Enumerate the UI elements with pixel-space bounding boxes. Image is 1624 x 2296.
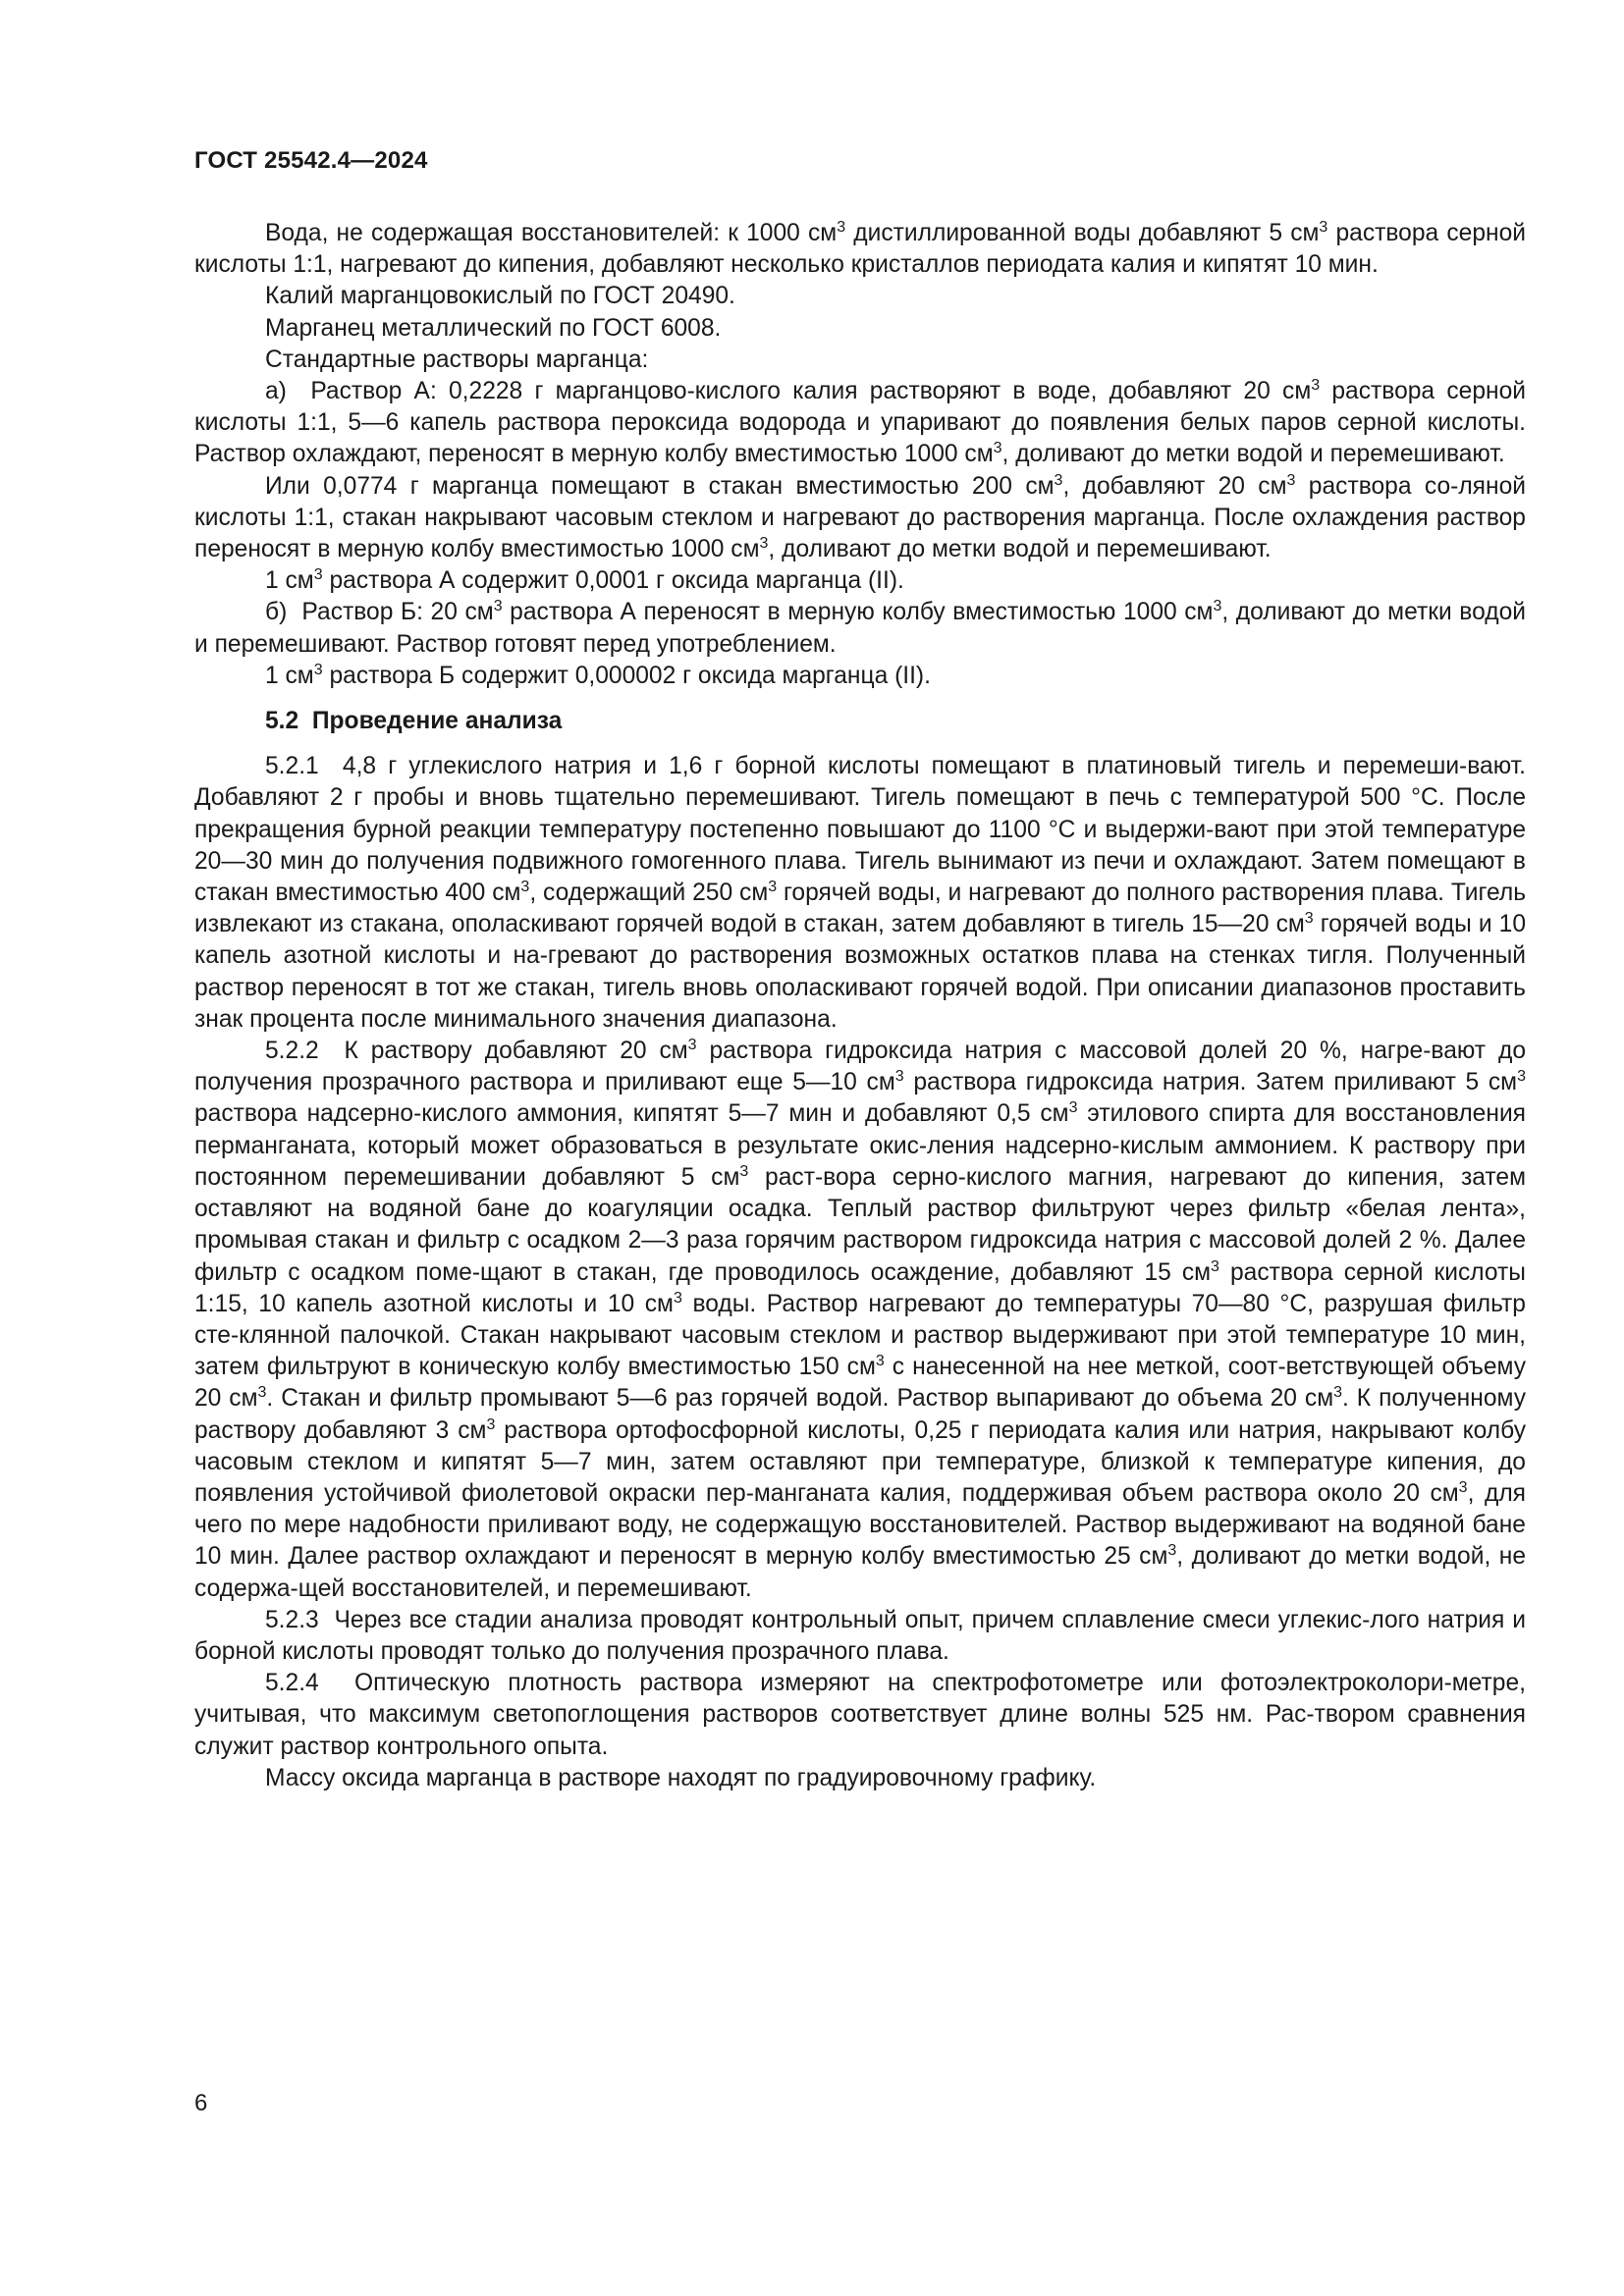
text-run: дистиллированной воды добавляют 5 см: [845, 220, 1320, 246]
text-run: , добавляют 20 см: [1062, 472, 1287, 500]
text-run: воды. Раствор нагревают до температуры 70—80 °C, разрушая фильтр сте-клянной палочкой. Стакан накрывают часовым стеклом и раствор выдерживают при этой температуре 10 мин, затем фильтруют в коническую колбу вместимостью 150 см: [194, 1290, 1526, 1381]
text-run: Стандартные растворы марганца:: [265, 346, 649, 373]
text-run: раствора гидроксида натрия. Затем приливают 5 см: [903, 1069, 1518, 1096]
text-run: , доливают до метки водой и перемешивают.: [768, 536, 1272, 563]
page-number: 6: [194, 2090, 208, 2116]
superscript: 3: [1213, 598, 1222, 615]
text-run: раствора А переносят в мерную колбу вместимостью 1000 см: [502, 599, 1214, 626]
superscript: 3: [993, 440, 1002, 457]
text-run: раствора Б содержит 0,000002 г оксида марганца (II).: [322, 662, 931, 689]
text-run: раствора серной кислоты 1:15, 10 капель азотной кислоты и 10 см: [194, 1258, 1526, 1317]
paragraph: [194, 1036, 1526, 1605]
paragraph: [194, 471, 1526, 566]
text-run: Марганец металлический по ГОСТ 6008.: [265, 314, 722, 342]
superscript: 3: [875, 1353, 885, 1370]
paragraph: [194, 565, 1526, 597]
paragraph: [194, 597, 1526, 660]
paragraph: [194, 313, 1526, 345]
superscript: 3: [894, 1068, 904, 1086]
text-run: . Стакан и фильтр промывают 5—6 раз горячей водой. Раствор выпаривают до объема 20 см: [266, 1385, 1334, 1413]
superscript: 3: [257, 1384, 267, 1402]
text-run: 5.2.1 4,8 г углекислого натрия и 1,6 г борной кислоты помещают в платиновый тигель и перемеши-вают. Добавляют 2 г пробы и вновь тщательно перемешивают. Тигель помещают в печь с температурой 500 °C. После прекращения бурной реакции температуру постепенно повышают до 1100 °C и выдержи-вают при этой температуре 20—30 мин до получения подвижного гомогенного плава. Тигель вынимают из печи и охлаждают. Затем помещают в стакан вместимостью 400 см: [194, 753, 1526, 907]
text-run: а) Раствор А: 0,2228 г марганцово-кислого калия растворяют в воде, добавляют 20 см: [265, 378, 1312, 405]
text-run: с нанесенной на нее меткой, соот-ветствующей объему 20 см: [194, 1354, 1526, 1413]
superscript: 3: [1054, 471, 1063, 489]
text-run: Вода, не содержащая восстановителей: к 1000 см: [265, 220, 838, 246]
text-run: Массу оксида марганца в растворе находят по градуировочному графику.: [265, 1764, 1097, 1791]
superscript: 3: [1211, 1257, 1219, 1275]
text-run: , для чего по мере надобности приливают воду, не содержащую восстановителей. Раствор выдерживают на водяной бане 10 мин. Далее раствор охлаждают и переносят в мерную колбу вместимостью 25 см: [194, 1479, 1526, 1571]
text-run: раствора А содержит 0,0001 г оксида марганца (II).: [322, 567, 904, 595]
superscript: 3: [486, 1415, 496, 1433]
superscript: 3: [313, 566, 323, 584]
text-run: , содержащий 250 см: [529, 880, 769, 907]
section-heading: [194, 706, 1526, 737]
text-run: Калий марганцовокислый по ГОСТ 20490.: [265, 283, 735, 310]
superscript: 3: [687, 1037, 697, 1054]
text-run: . К полученному раствору добавляют 3 см: [194, 1385, 1526, 1444]
superscript: 3: [759, 535, 769, 553]
text-run: раствора гидроксида натрия с массовой долей 20 %, нагре-вают до получения прозрачного раствора и приливают еще 5—10 см: [194, 1038, 1526, 1096]
document-page: [194, 0, 1526, 2296]
paragraph: [194, 281, 1526, 312]
text-run: раствора серной кислоты 1:1, 5—6 капель раствора пероксида водорода и упаривают до появления белых паров серной кислоты. Раствор охлаждают, переносят в мерную колбу вместимостью 1000 см: [194, 378, 1526, 468]
text-run: 1 см: [265, 567, 314, 595]
superscript: 3: [673, 1289, 682, 1307]
text-run: горячей воды, и нагревают до полного растворения плава. Тигель извлекают из стакана, ополаскивают горячей водой в стакан, затем добавляют в тигель 15—20 см: [194, 880, 1527, 938]
text-run: Или 0,0774 г марганца помещают в стакан вместимостью 200 см: [265, 472, 1055, 500]
text-run: б) Раствор Б: 20 см: [265, 599, 494, 626]
paragraph: [194, 751, 1526, 1036]
superscript: 3: [768, 879, 778, 896]
paragraph: [194, 661, 1526, 692]
paragraph: [194, 1763, 1526, 1794]
paragraph: [194, 345, 1526, 376]
superscript: 3: [1311, 377, 1321, 395]
superscript: 3: [1333, 1384, 1343, 1402]
text-run: раст-вора серно-кислого магния, нагревают до кипения, затем оставляют на водяной бане до коагуляции осадка. Теплый раствор фильтруют через фильтр «белая лента», промывая стакан и фильтр с осадком 2—3 раза горячим раствором гидроксида натрия с массовой долей 2 %. Далее фильтр с осадком поме-щают в стакан, где проводилось осаждение, добавляют 15 см: [194, 1163, 1526, 1286]
superscript: 3: [1068, 1099, 1078, 1117]
superscript: 3: [1286, 471, 1296, 489]
text-run: 1 см: [265, 662, 314, 689]
superscript: 3: [837, 219, 846, 236]
text-run: раствора серной кислоты 1:1, нагревают до кипения, добавляют несколько кристаллов периодата калия и кипятят 10 мин.: [194, 220, 1526, 279]
superscript: 3: [739, 1162, 749, 1180]
text-run: 5.2.4 Оптическую плотность раствора измеряют на спектрофотометре или фотоэлектроколори-метре, учитывая, что максимум светопоглощения растворов соответствует длине волны 525 нм. Рас-твором сравнения служит раствор контрольного опыта.: [194, 1670, 1526, 1760]
text-run: 5.2.3 Через все стадии анализа проводят контрольный опыт, причем сплавление смеси углекис-лого натрия и борной кислоты проводят только до получения прозрачного плава.: [194, 1606, 1526, 1665]
text-run: , доливают до метки водой и перемешивают. Раствор готовят перед употреблением.: [194, 599, 1526, 658]
document-header: ГОСТ 25542.4—2024: [194, 147, 428, 174]
text-run: горячей воды и 10 капель азотной кислоты и на-гревают до растворения возможных остатков плава на стенках тигля. Полученный раствор переносят в тот же стакан, тигель вновь ополаскивают горячей водой. При описании диапазонов проставить знак процента после минимального значения диапазона.: [194, 911, 1527, 1033]
text-run: этилового спирта для восстановления перманганата, который может образоваться в результате окис-ления надсерно-кислым аммонием. К раствору при постоянном перемешивании добавляют 5 см: [194, 1100, 1526, 1191]
paragraph: [194, 376, 1526, 471]
text-run: раствора надсерно-кислого аммония, кипятят 5—7 мин и добавляют 0,5 см: [194, 1100, 1069, 1128]
document-body: [194, 218, 1526, 1794]
text-run: раствора ортофосфорной кислоты, 0,25 г периодата калия или натрия, накрывают колбу часовым стеклом и кипятят 5—7 мин, затем оставляют при температуре, близкой к температуре кипения, до появления устойчивой фиолетовой окраски пер-манганата калия, поддерживая объем раствора около 20 см: [194, 1416, 1527, 1507]
text-run: , доливают до метки водой и перемешивают.: [1001, 441, 1505, 468]
text-run: 5.2 Проведение анализа: [265, 708, 563, 735]
text-run: , доливают до метки водой, не содержа-щей восстановителей, и перемешивают.: [194, 1543, 1526, 1602]
superscript: 3: [1458, 1478, 1468, 1496]
superscript: 3: [520, 879, 530, 896]
superscript: 3: [493, 598, 503, 615]
paragraph: [194, 1668, 1526, 1763]
paragraph: [194, 218, 1526, 281]
paragraph: [194, 1605, 1526, 1668]
superscript: 3: [1304, 910, 1314, 928]
text-run: раствора со-ляной кислоты 1:1, стакан накрывают часовым стеклом и нагревают до растворения марганца. После охлаждения раствор переносят в мерную колбу вместимостью 1000 см: [194, 472, 1526, 563]
superscript: 3: [313, 661, 323, 678]
superscript: 3: [1517, 1068, 1527, 1086]
superscript: 3: [1167, 1542, 1177, 1560]
text-run: 5.2.2 К раствору добавляют 20 см: [265, 1038, 688, 1065]
superscript: 3: [1319, 219, 1328, 236]
